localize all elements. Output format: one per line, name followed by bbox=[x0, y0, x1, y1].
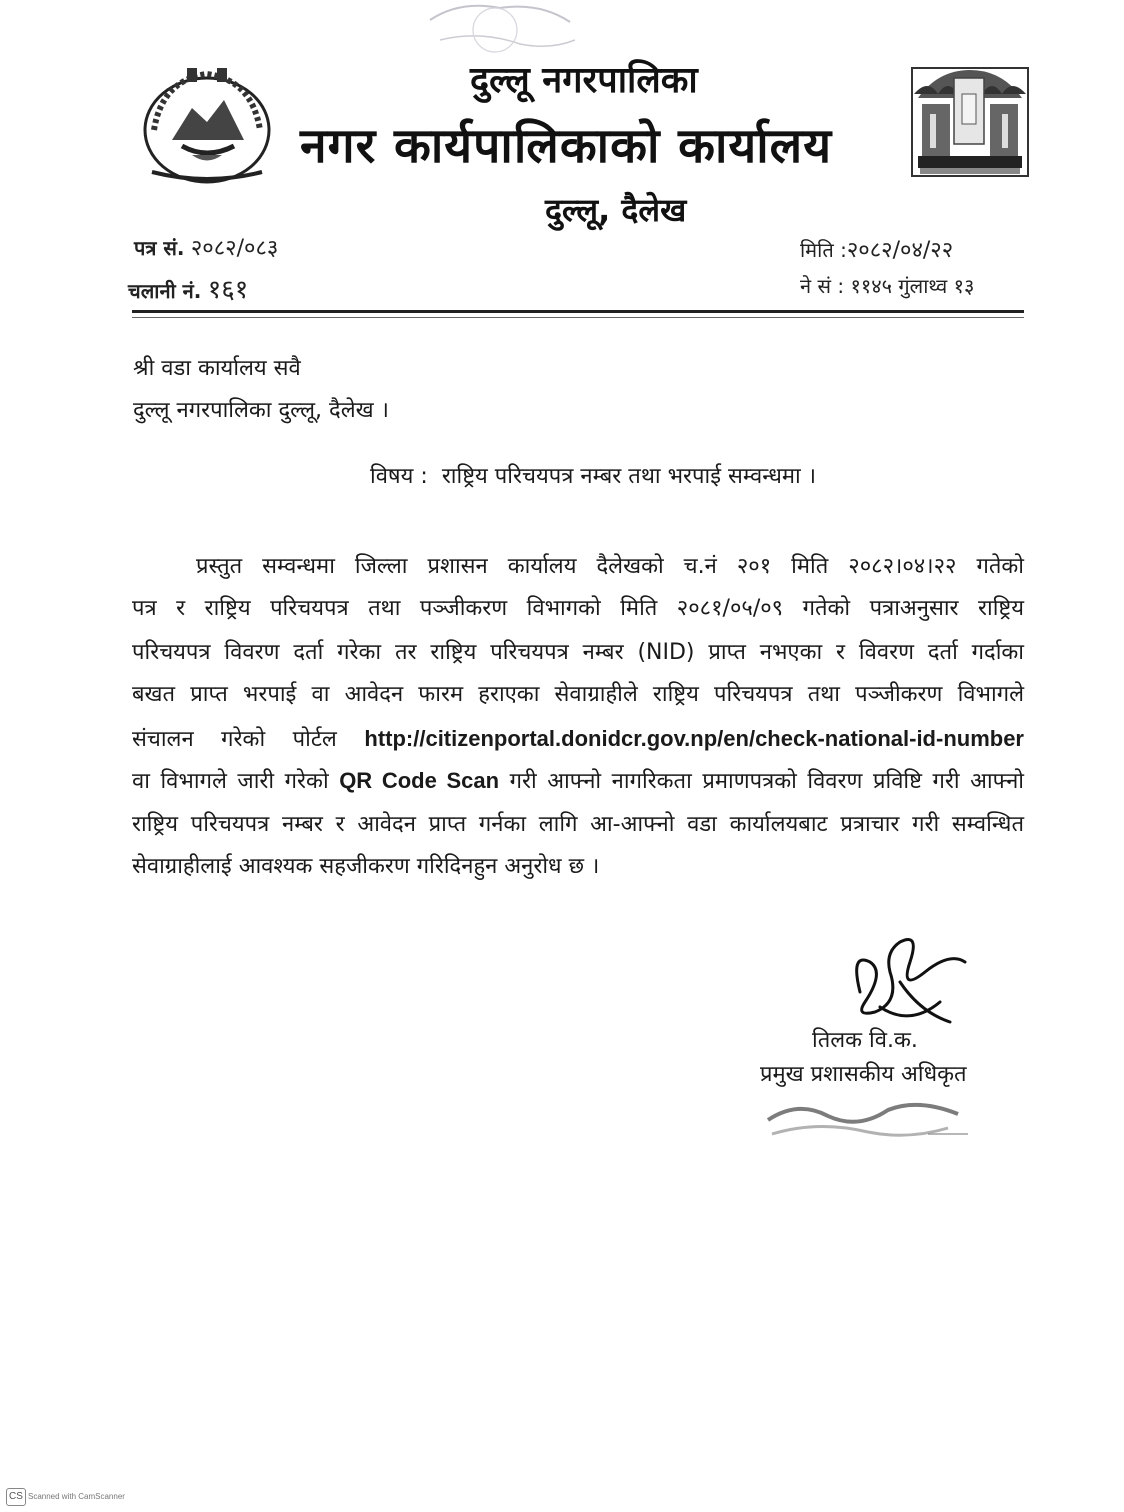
header-divider-thin bbox=[132, 317, 1024, 318]
nepal-sambat-value: ११४५ गुंलाथ्व १३ bbox=[850, 274, 975, 298]
body-line-7: राष्ट्रिय परिचयपत्र नम्बर र आवेदन प्राप्त गर्नका लागि आ-आफ्नो वडा कार्यालयबाट प्रत्राचार गरी सम्वन्धित bbox=[132, 812, 1024, 837]
top-stamp-mark bbox=[400, 0, 590, 60]
office-location: दुल्लू, दैलेख bbox=[545, 191, 687, 229]
body-line-6-prefix: वा विभागले जारी गरेको bbox=[132, 769, 329, 794]
body-line-6-suffix: गरी आफ्नो नागरिकता प्रमाणपत्रको विवरण प्रविष्टि गरी आफ्नो bbox=[509, 769, 1024, 794]
dispatch-number-label: चलानी नं. bbox=[128, 279, 202, 303]
date-label: मिति : bbox=[800, 238, 847, 262]
body-line-4: बखत प्राप्त भरपाई वा आवेदन फारम हराएका सेवाग्राहीले राष्ट्रिय परिचयपत्र तथा पञ्जीकरण विभागले bbox=[132, 682, 1024, 707]
qr-code-scan-text: QR Code Scan bbox=[339, 768, 500, 793]
nepal-emblem-icon bbox=[132, 60, 282, 192]
letter-date bbox=[800, 234, 953, 264]
nepal-sambat-date bbox=[800, 272, 974, 299]
body-line-6 bbox=[132, 770, 1024, 793]
recipient-line-1: श्री वडा कार्यालय सवै bbox=[133, 356, 301, 381]
scanner-footer-text: Scanned with CamScanner bbox=[28, 1492, 125, 1501]
dispatch-number-value: १६१ bbox=[207, 275, 249, 305]
subject-label: विषय : bbox=[370, 464, 428, 489]
body-line-1: प्रस्तुत सम्वन्धमा जिल्ला प्रशासन कार्यालय दैलेखको च.नं २०१ मिति २०८२।०४।२२ गतेको bbox=[196, 554, 1024, 579]
body-line-8: सेवाग्राहीलाई आवश्यक सहजीकरण गरिदिनहुन अनुरोध छ । bbox=[132, 854, 600, 879]
subject-text: राष्ट्रिय परिचयपत्र नम्बर तथा भरपाई सम्वन्धमा । bbox=[441, 464, 817, 489]
letter-number bbox=[134, 232, 278, 262]
recipient-line-2: दुल्लू नगरपालिका दुल्लू, दैलेख । bbox=[133, 398, 389, 423]
date-value: २०८२/०४/२२ bbox=[846, 238, 954, 263]
citizen-portal-url: http://citizenportal.donidcr.gov.np/en/check-national-id-number bbox=[364, 726, 1024, 751]
body-line-3: परिचयपत्र विवरण दर्ता गरेका तर राष्ट्रिय परिचयपत्र नम्बर (NID) प्राप्त नभएका र विवरण दर्ता गर्दाका bbox=[132, 640, 1024, 665]
office-seal-stamp bbox=[758, 1090, 978, 1146]
body-line-5 bbox=[132, 728, 1024, 751]
body-line-5-prefix: संचालन गरेको पोर्टल bbox=[132, 727, 337, 752]
header-divider bbox=[132, 310, 1024, 313]
handwritten-signature bbox=[830, 932, 970, 1032]
letter-number-value: २०८२/०८३ bbox=[190, 236, 279, 261]
camscanner-logo-icon: CS bbox=[6, 1488, 26, 1506]
municipality-name: दुल्लू नगरपालिका bbox=[470, 60, 698, 101]
temple-emblem-icon bbox=[908, 64, 1032, 180]
body-line-2: पत्र र राष्ट्रिय परिचयपत्र तथा पञ्जीकरण विभागको मिति २०८१/०५/०९ गतेको पत्राअनुसार राष्ट्रिय bbox=[132, 596, 1024, 621]
signatory-title: प्रमुख प्रशासकीय अधिकृत bbox=[760, 1062, 967, 1087]
subject-line bbox=[370, 460, 816, 490]
signatory-name: तिलक वि.क. bbox=[812, 1028, 918, 1053]
dispatch-number bbox=[128, 270, 248, 306]
office-name: नगर कार्यपालिकाको कार्यालय bbox=[300, 118, 833, 174]
letter-number-label: पत्र सं. bbox=[134, 236, 185, 260]
nepal-sambat-label: ने सं : bbox=[800, 274, 845, 298]
